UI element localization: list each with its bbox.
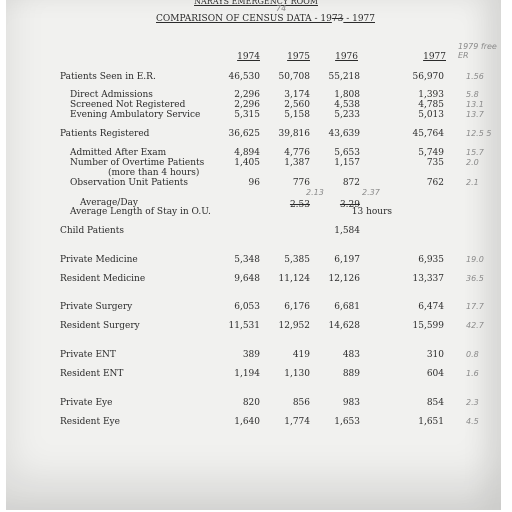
cell-1975: 39,816 (278, 129, 310, 139)
cell-1974: 36,625 (228, 129, 260, 139)
row-label: Resident Eye (60, 417, 120, 427)
cell-1975: 6,176 (284, 302, 310, 312)
handwritten-percentage: 13.7 (466, 110, 484, 119)
cell-1975: 856 (292, 398, 310, 408)
cell-1976: 4,538 (334, 100, 360, 110)
cell-1977: 45,764 (412, 129, 444, 139)
cell-1976: 1,653 (334, 417, 360, 427)
row-label: Patients Registered (60, 129, 150, 139)
cell-1974: 389 (242, 350, 260, 360)
handwritten-percentage: 36.5 (466, 274, 484, 283)
row-label: Resident Surgery (60, 321, 140, 331)
cell-1975: 1,774 (284, 417, 310, 427)
cell-1976: 1,808 (334, 90, 360, 100)
cell-1977: 6,474 (418, 302, 444, 312)
cell-1975: 5,158 (284, 110, 310, 120)
row-label: Resident Medicine (60, 274, 146, 284)
cell-1975: 50,708 (278, 72, 310, 82)
row-label: Private Eye (60, 398, 113, 408)
cell-1976: 1,584 (334, 226, 360, 236)
cell-1977: 604 (426, 369, 444, 379)
cell-1976: 14,628 (328, 321, 360, 331)
cell-1975: 3,174 (284, 90, 310, 100)
handwritten-percentage: 19.0 (466, 255, 484, 264)
cell-1976: 5,653 (334, 148, 360, 158)
row-label: Private ENT (60, 350, 116, 360)
handwritten-percentage: 1.56 (466, 72, 484, 81)
row-label: Screened Not Registered (70, 100, 186, 110)
cell-1975: 11,124 (278, 274, 310, 284)
cell-1976: 1,157 (334, 158, 360, 168)
row-label: Number of Overtime Patients (70, 158, 205, 168)
handwritten-percentage: 15.7 (466, 148, 484, 157)
handwritten-percentage: 1.6 (466, 369, 479, 378)
cell-1977: 1,393 (418, 90, 444, 100)
cell-1975: 5,385 (284, 255, 310, 265)
handwritten-year-correction: 74 (276, 4, 287, 13)
cell-1977: 310 (426, 350, 444, 360)
cell-1975: 1,130 (284, 369, 310, 379)
row-label: Private Medicine (60, 255, 138, 265)
handwritten-percentage: 2.3 (466, 398, 479, 407)
cell-1974: 5,315 (234, 110, 260, 120)
cell-1977: 5,749 (418, 148, 444, 158)
document-heading: NARAYS EMERGENCY ROOM (194, 0, 318, 6)
cell-1974: 820 (242, 398, 260, 408)
cell-1975: 1,387 (284, 158, 310, 168)
cell-1976: 872 (342, 178, 360, 188)
cell-1976: 983 (342, 398, 360, 408)
row-label: Average Length of Stay in O.U. (70, 207, 211, 217)
handwritten-percentage: 42.7 (466, 321, 484, 330)
row-label: Patients Seen in E.R. (60, 72, 156, 82)
cell-1974: 9,648 (234, 274, 260, 284)
cell-1974: 6,053 (234, 302, 260, 312)
cell-1977: 56,970 (412, 72, 444, 82)
row-label: Direct Admissions (70, 90, 153, 100)
cell-1975: 2.53 (289, 200, 310, 210)
cell-1977: 735 (426, 158, 444, 168)
cell-1977: 762 (426, 178, 444, 188)
cell-1974: 2,296 (234, 90, 260, 100)
row-label: Child Patients (60, 226, 124, 236)
cell-1977: 1,651 (418, 417, 444, 427)
handwritten-percentage: 12.5 5 (466, 129, 492, 138)
cell-1976: 6,197 (334, 255, 360, 265)
handwritten-avg-1975: 2.13 (306, 188, 324, 197)
cell-1975: 12,952 (278, 321, 310, 331)
row-label: Private Surgery (60, 302, 133, 312)
document-page (6, 0, 501, 510)
cell-1976: 5,233 (334, 110, 360, 120)
cell-1974: 1,194 (234, 369, 260, 379)
handwritten-percentage: 0.8 (466, 350, 479, 359)
cell-1977: 15,599 (412, 321, 444, 331)
handwritten-percentage: 17.7 (466, 302, 484, 311)
document-subtitle: COMPARISON OF CENSUS DATA - 1973 - 1977 (156, 14, 375, 24)
cell-1975: 2,560 (284, 100, 310, 110)
cell-1974: 4,894 (234, 148, 260, 158)
cell-1976: 3.29 (339, 200, 360, 210)
cell-1974: 5,348 (234, 255, 260, 265)
handwritten-percentage: 4.5 (466, 417, 479, 426)
row-label: Admitted After Exam (70, 148, 167, 158)
cell-1974: 11,531 (228, 321, 260, 331)
handwritten-column-header: 1979 free ER (458, 42, 497, 60)
cell-1976: 483 (342, 350, 360, 360)
cell-1977: 6,935 (418, 255, 444, 265)
cell-1974: 1,405 (234, 158, 260, 168)
cell-1975: 776 (292, 178, 310, 188)
cell-1976: 13 hours (351, 207, 392, 217)
column-header-1974: 1974 (237, 52, 260, 62)
cell-1976: 6,681 (334, 302, 360, 312)
row-label: Average/Day (80, 198, 138, 208)
row-label: Resident ENT (60, 369, 124, 379)
cell-1976: 43,639 (328, 129, 360, 139)
column-header-1977: 1977 (423, 52, 446, 62)
column-header-1975: 1975 (287, 52, 310, 62)
cell-1975: 419 (292, 350, 310, 360)
cell-1974: 1,640 (234, 417, 260, 427)
row-label: Observation Unit Patients (70, 178, 189, 188)
column-header-1976: 1976 (335, 52, 358, 62)
handwritten-percentage: 13.1 (466, 100, 484, 109)
cell-1977: 13,337 (412, 274, 444, 284)
cell-1977: 5,013 (418, 110, 444, 120)
cell-1975: 4,776 (284, 148, 310, 158)
cell-1976: 12,126 (328, 274, 360, 284)
handwritten-percentage: 5.8 (466, 90, 479, 99)
cell-1974: 46,530 (228, 72, 260, 82)
handwritten-avg-1976: 2.37 (362, 188, 380, 197)
row-label: (more than 4 hours) (108, 168, 200, 178)
cell-1976: 55,218 (328, 72, 360, 82)
cell-1977: 854 (426, 398, 444, 408)
row-label: Evening Ambulatory Service (70, 110, 201, 120)
handwritten-percentage: 2.1 (466, 178, 479, 187)
cell-1976: 889 (342, 369, 360, 379)
handwritten-percentage: 2.0 (466, 158, 479, 167)
cell-1974: 96 (248, 178, 260, 188)
cell-1977: 4,785 (418, 100, 444, 110)
cell-1974: 2,296 (234, 100, 260, 110)
